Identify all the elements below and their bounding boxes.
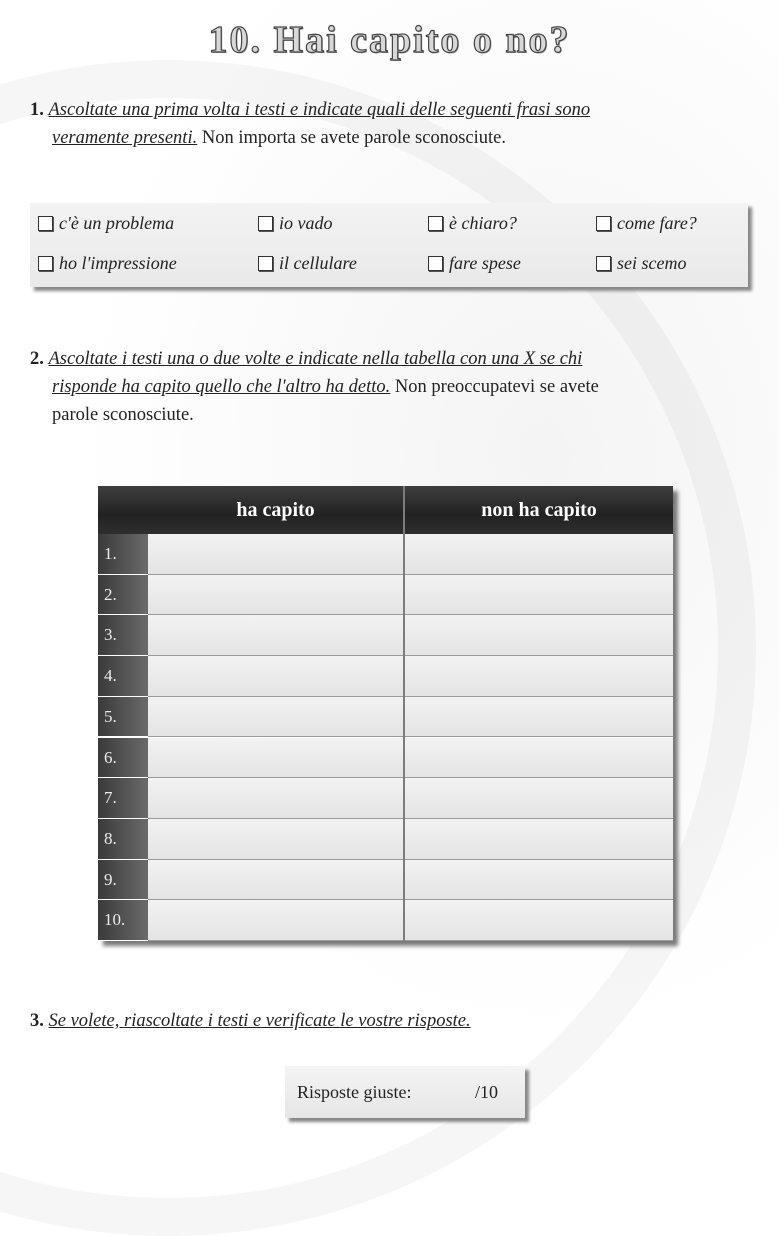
header-ha-capito: ha capito [236, 499, 315, 521]
cell-ha-capito[interactable] [148, 778, 403, 819]
exercise-3-text: Se volete, riascoltate i testi e verificate le vostre risposte. [48, 1011, 471, 1031]
score-box [285, 1066, 525, 1118]
score-label: Risposte giuste: [297, 1082, 412, 1102]
column-divider [403, 486, 405, 941]
checkbox-icon[interactable] [258, 216, 273, 231]
choice-item[interactable]: è chiaro? [428, 213, 517, 234]
choice-item[interactable]: sei scemo [596, 253, 686, 274]
cell-non-ha-capito[interactable] [405, 656, 673, 697]
checkbox-icon[interactable] [38, 256, 53, 271]
row-number: 8. [98, 819, 148, 859]
cell-non-ha-capito[interactable] [405, 860, 673, 901]
header-non-ha-capito: non ha capito [481, 499, 597, 521]
choice-item[interactable]: il cellulare [258, 253, 357, 274]
choice-item[interactable]: fare spese [428, 253, 521, 274]
cell-ha-capito[interactable] [148, 615, 403, 656]
cell-non-ha-capito[interactable] [405, 819, 673, 860]
exercise-2-note: Non preoccupatevi se avete [390, 377, 599, 397]
choice-item[interactable]: come fare? [596, 213, 697, 234]
exercise-2-instruction [30, 345, 755, 429]
cell-non-ha-capito[interactable] [405, 697, 673, 738]
cell-non-ha-capito[interactable] [405, 615, 673, 656]
cell-non-ha-capito[interactable] [405, 738, 673, 779]
row-number: 6. [98, 738, 148, 778]
choice-item[interactable]: c'è un problema [38, 213, 174, 234]
exercise-1-line2: veramente presenti. [52, 128, 198, 148]
row-number: 9. [98, 860, 148, 900]
exercise-1-line1: Ascoltate una prima volta i testi e indicate quali delle seguenti frasi sono [48, 100, 591, 120]
phrase-choices-box [30, 203, 748, 287]
cell-ha-capito[interactable] [148, 656, 403, 697]
answer-table [98, 486, 673, 941]
row-number: 5. [98, 697, 148, 737]
cell-ha-capito[interactable] [148, 738, 403, 779]
cell-ha-capito[interactable] [148, 819, 403, 860]
cell-non-ha-capito[interactable] [405, 900, 673, 941]
exercise-2-note-line2: parole sconosciute. [52, 405, 194, 425]
row-number: 4. [98, 656, 148, 696]
row-number: 1. [98, 534, 148, 574]
cell-ha-capito[interactable] [148, 575, 403, 616]
checkbox-icon[interactable] [596, 256, 611, 271]
cell-non-ha-capito[interactable] [405, 778, 673, 819]
cell-non-ha-capito[interactable] [405, 534, 673, 575]
exercise-3-instruction [30, 1007, 755, 1035]
row-number: 3. [98, 615, 148, 655]
exercise-1-number: 1. [30, 100, 44, 120]
checkbox-icon[interactable] [596, 216, 611, 231]
score-value: /10 [475, 1082, 499, 1102]
cell-ha-capito[interactable] [148, 900, 403, 941]
cell-ha-capito[interactable] [148, 860, 403, 901]
checkbox-icon[interactable] [428, 216, 443, 231]
choice-item[interactable]: ho l'impressione [38, 253, 177, 274]
cell-ha-capito[interactable] [148, 697, 403, 738]
checkbox-icon[interactable] [38, 216, 53, 231]
page-title: 10. Hai capito o no? [208, 19, 571, 61]
exercise-1-note: Non importa se avete parole sconosciute. [197, 128, 506, 148]
row-number: 7. [98, 778, 148, 818]
exercise-1-instruction [30, 96, 755, 152]
choice-item[interactable]: io vado [258, 213, 333, 234]
cell-ha-capito[interactable] [148, 534, 403, 575]
row-number: 2. [98, 575, 148, 615]
table-header [98, 486, 673, 534]
row-number: 10. [98, 900, 148, 940]
exercise-2-number: 2. [30, 349, 44, 369]
exercise-2-line2: risponde ha capito quello che l'altro ha detto. [52, 377, 391, 397]
checkbox-icon[interactable] [258, 256, 273, 271]
checkbox-icon[interactable] [428, 256, 443, 271]
exercise-3-number: 3. [30, 1011, 44, 1031]
cell-non-ha-capito[interactable] [405, 575, 673, 616]
exercise-2-line1: Ascoltate i testi una o due volte e indicate nella tabella con una X se chi [48, 349, 583, 369]
